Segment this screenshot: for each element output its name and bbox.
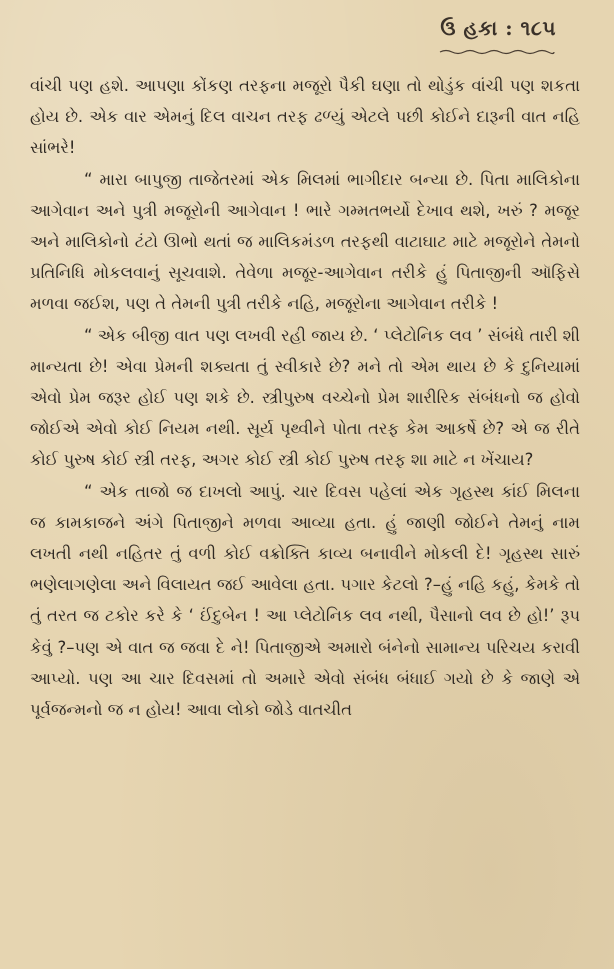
page-header [438, 16, 556, 59]
paragraph-3: “ એક બીજી વાત પણ લખવી રહી જાય છે. ‘ પ્લેટોનિક લવ ’ સંબંધે તારી શી માન્યતા છે! એવા પ્રેમની શક્યતા તું સ્વીકારે છે? મને તો એમ થાય છે કે દુનિયામાં એવો પ્રેમ જરૂર હોઈ પણ શકે છે. સ્ત્રીપુરુષ વચ્ચેનો પ્રેમ શારીરિક સંબંધનો જ હોવો જોઈએ એવો કોઈ નિયમ નથી. સૂર્ય પૃથ્વીને પોતા તરફ કેમ આકર્ષે છે? એ જ રીતે કોઈ પુરુષ કોઈ સ્ત્રી તરફ, અગર કોઈ સ્ત્રી કોઈ પુરુષ તરફ શા માટે ન ખેંચાય? [30, 325, 580, 470]
page-body [30, 70, 580, 725]
paragraph-2: “ મારા બાપુજી તાજેતરમાં એક મિલમાં ભાગીદાર બન્યા છે. પિતા માલિકોના આગેવાન અને પુત્રી મજૂરોની આગેવાન ! ભારે ગમ્મતભર્યો દેખાવ થશે, ખરું ? મજૂર અને માલિકોનો ટંટો ઊભો થતાં જ માલિકમંડળ તરફથી વાટાઘાટ માટે મજૂરોને તેમનો પ્રતિનિધિ મોકલવાનું સૂચવાશે. તેવેળા મજૂર-આગેવાન તરીકે હું પિતાજીની ઑફિસે મળવા જઈશ, પણ તે તેમની પુત્રી તરીકે નહિ, મજૂરોના આગેવાન તરીકે ! [30, 169, 580, 314]
paragraph-1: વાંચી પણ હશે. આપણા કોંકણ તરફના મજૂરો પૈકી ઘણા તો થોડુંક વાંચી પણ શકતા હોય છે. એક વાર એમનું દિલ વાચન તરફ ઢળ્યું એટલે પછી કોઈને દારૂની વાત નહિ સાંભરે! [30, 76, 580, 158]
page-number: ઉ હકા : ૧૮૫ [440, 16, 556, 40]
decorative-rule [438, 49, 556, 55]
paragraph-4: “ એક તાજો જ દાખલો આપું. ચાર દિવસ પહેલાં એક ગૃહસ્થ કાંઈ મિલના જ કામકાજને અંગે પિતાજીને મળવા આવ્યા હતા. હું જાણી જોઈને તેમનું નામ લખતી નથી નહિતર તું વળી કોઈ વક્રોક્તિ કાવ્ય બનાવીને મોકલી દે! ગૃહસ્થ સારું ભણેલાગણેલા અને વિલાયત જઈ આવેલા હતા. પગાર કેટલો ?–હું નહિ કહું, કેમકે તો તું તરત જ ટકોર કરે કે ‘ ઈંદુબેન ! આ પ્લેટોનિક લવ નથી, પૈસાનો લવ છે હો!’ રૂપ કેવું ?–પણ એ વાત જ જવા દે ને! પિતાજીએ અમારો બંનેનો સામાન્ય પરિચય કરાવી આપ્યો. પણ આ ચાર દિવસમાં તો અમારે એવો સંબંધ બંધાઈ ગયો છે કે જાણે એ પૂર્વજન્મનો જ ન હોય! આવા લોકો જોડે વાતચીત [30, 481, 580, 720]
